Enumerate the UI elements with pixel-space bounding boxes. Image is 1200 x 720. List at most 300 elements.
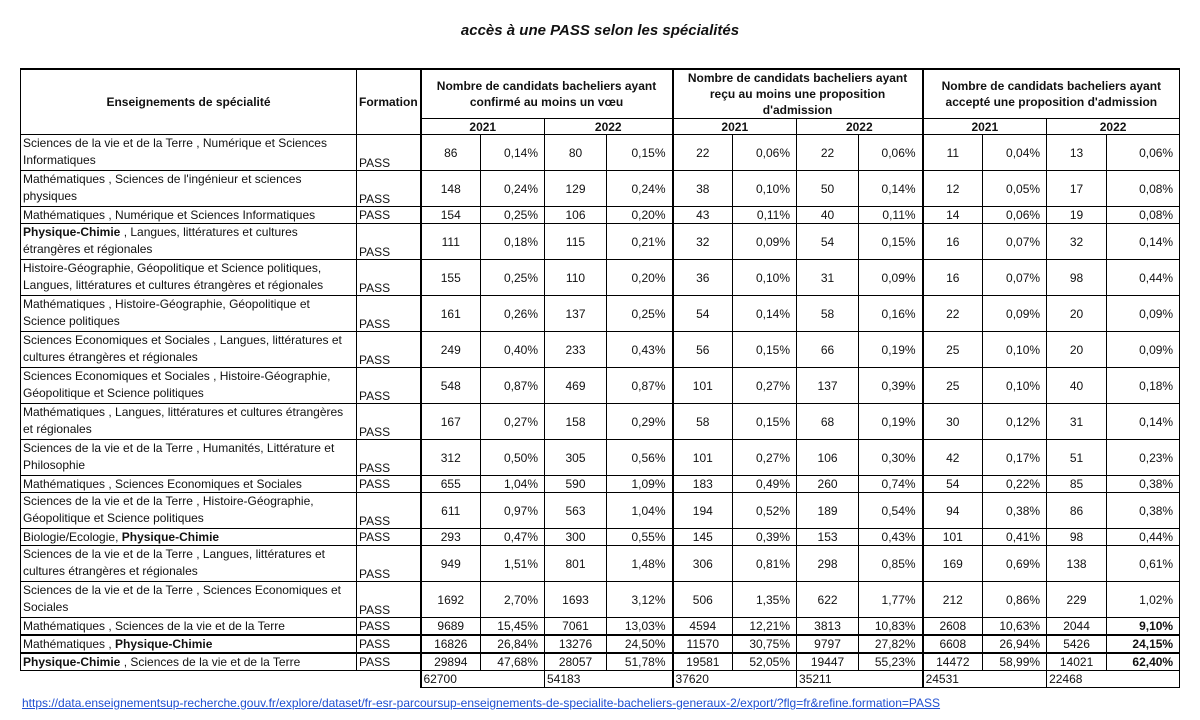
percent-cell: 0,11%	[859, 207, 923, 224]
table-row	[21, 440, 1180, 476]
count-cell: 4594	[673, 618, 733, 636]
count-cell: 11570	[673, 635, 733, 653]
specialite-cell	[21, 135, 357, 171]
count-cell: 29894	[421, 653, 481, 671]
specialite-text: Sciences Economiques et Sociales , Langues, littératures et cultures étrangères et régionales	[23, 333, 342, 364]
count-cell: 17	[1047, 171, 1107, 207]
percent-cell: 0,10%	[733, 171, 797, 207]
formation-cell: PASS	[357, 546, 421, 582]
count-cell: 32	[673, 224, 733, 260]
count-cell: 548	[421, 368, 481, 404]
table-row	[21, 476, 1180, 493]
formation-cell: PASS	[357, 476, 421, 493]
percent-cell: 0,05%	[983, 171, 1047, 207]
specialite-text: Sciences Economiques et Sociales , Histoire-Géographie, Géopolitique et Science politiques	[23, 369, 331, 400]
percent-cell: 1,04%	[607, 493, 673, 529]
specialite-text: Mathématiques , Sciences Economiques et Sociales	[23, 477, 302, 491]
percent-cell: 47,68%	[481, 653, 545, 671]
percent-cell: 0,54%	[859, 493, 923, 529]
count-cell: 129	[545, 171, 607, 207]
count-cell: 19581	[673, 653, 733, 671]
percent-cell: 0,27%	[733, 440, 797, 476]
count-cell: 194	[673, 493, 733, 529]
table-row	[21, 171, 1180, 207]
count-cell: 58	[797, 296, 859, 332]
count-cell: 145	[673, 529, 733, 546]
count-cell: 233	[545, 332, 607, 368]
specialite-cell	[21, 171, 357, 207]
percent-cell: 0,56%	[607, 440, 673, 476]
table-row	[21, 404, 1180, 440]
count-cell: 115	[545, 224, 607, 260]
total-confirmed-2021: 62700	[421, 671, 545, 688]
count-cell: 161	[421, 296, 481, 332]
count-cell: 949	[421, 546, 481, 582]
count-cell: 98	[1047, 529, 1107, 546]
count-cell: 469	[545, 368, 607, 404]
count-cell: 101	[673, 440, 733, 476]
count-cell: 85	[1047, 476, 1107, 493]
count-cell: 11	[923, 135, 983, 171]
table-row	[21, 582, 1180, 618]
count-cell: 80	[545, 135, 607, 171]
percent-cell: 0,85%	[859, 546, 923, 582]
count-cell: 1692	[421, 582, 481, 618]
percent-cell: 0,43%	[859, 529, 923, 546]
percent-cell: 0,39%	[733, 529, 797, 546]
percent-cell: 0,08%	[1107, 171, 1180, 207]
count-cell: 42	[923, 440, 983, 476]
percent-cell: 0,19%	[859, 332, 923, 368]
count-cell: 12	[923, 171, 983, 207]
table-row	[21, 546, 1180, 582]
specialite-cell	[21, 476, 357, 493]
formation-cell: PASS	[357, 529, 421, 546]
count-cell: 169	[923, 546, 983, 582]
formation-cell: PASS	[357, 296, 421, 332]
count-cell: 86	[421, 135, 481, 171]
table-row	[21, 653, 1180, 671]
count-cell: 106	[545, 207, 607, 224]
percent-cell: 0,50%	[481, 440, 545, 476]
percent-cell: 0,18%	[481, 224, 545, 260]
count-cell: 94	[923, 493, 983, 529]
count-cell: 212	[923, 582, 983, 618]
percent-cell: 0,15%	[607, 135, 673, 171]
specialite-bold-part: Physique-Chimie	[23, 655, 121, 669]
count-cell: 6608	[923, 635, 983, 653]
count-cell: 20	[1047, 332, 1107, 368]
count-cell: 13	[1047, 135, 1107, 171]
count-cell: 40	[797, 207, 859, 224]
count-cell: 54	[923, 476, 983, 493]
count-cell: 86	[1047, 493, 1107, 529]
percent-cell: 51,78%	[607, 653, 673, 671]
percent-cell: 1,51%	[481, 546, 545, 582]
specialite-cell	[21, 332, 357, 368]
count-cell: 22	[673, 135, 733, 171]
percent-cell: 0,47%	[481, 529, 545, 546]
specialite-cell	[21, 260, 357, 296]
table-row	[21, 529, 1180, 546]
table-row	[21, 332, 1180, 368]
count-cell: 138	[1047, 546, 1107, 582]
percent-cell: 0,38%	[1107, 476, 1180, 493]
formation-cell: PASS	[357, 368, 421, 404]
percent-cell: 0,08%	[1107, 207, 1180, 224]
percent-cell: 0,22%	[983, 476, 1047, 493]
percent-cell: 0,09%	[983, 296, 1047, 332]
percent-cell: 0,06%	[733, 135, 797, 171]
percent-cell: 1,77%	[859, 582, 923, 618]
percent-cell: 0,30%	[859, 440, 923, 476]
count-cell: 19	[1047, 207, 1107, 224]
specialite-text: Sciences de la vie et de la Terre , Langues, littératures et cultures étrangères et régionales	[23, 547, 325, 578]
percent-cell: 0,87%	[481, 368, 545, 404]
count-cell: 306	[673, 546, 733, 582]
specialite-bold-part: Physique-Chimie	[121, 530, 220, 544]
specialite-cell	[21, 440, 357, 476]
count-cell: 189	[797, 493, 859, 529]
percent-cell: 0,26%	[481, 296, 545, 332]
count-cell: 22	[797, 135, 859, 171]
count-cell: 111	[421, 224, 481, 260]
percent-cell: 1,35%	[733, 582, 797, 618]
count-cell: 101	[923, 529, 983, 546]
percent-cell: 0,25%	[607, 296, 673, 332]
count-cell: 13276	[545, 635, 607, 653]
percent-cell: 0,27%	[481, 404, 545, 440]
formation-cell: PASS	[357, 618, 421, 636]
formation-cell: PASS	[357, 260, 421, 296]
percent-cell: 0,14%	[1107, 224, 1180, 260]
formation-cell: PASS	[357, 171, 421, 207]
specialite-text: Sciences de la vie et de la Terre , Numérique et Sciences Informatiques	[23, 136, 327, 167]
percent-cell: 0,27%	[733, 368, 797, 404]
percent-cell: 24,15%	[1107, 635, 1180, 653]
specialite-cell	[21, 546, 357, 582]
count-cell: 312	[421, 440, 481, 476]
percent-cell: 1,09%	[607, 476, 673, 493]
count-cell: 14	[923, 207, 983, 224]
percent-cell: 0,23%	[1107, 440, 1180, 476]
count-cell: 7061	[545, 618, 607, 636]
percent-cell: 0,14%	[733, 296, 797, 332]
percent-cell: 0,44%	[1107, 260, 1180, 296]
percent-cell: 0,74%	[859, 476, 923, 493]
year-2022: 2022	[797, 119, 923, 135]
percent-cell: 1,48%	[607, 546, 673, 582]
specialite-text: Sciences de la vie et de la Terre , Histoire-Géographie, Géopolitique et Science politiques	[23, 494, 314, 525]
specialite-text: Mathématiques , Numérique et Sciences Informatiques	[23, 208, 316, 222]
count-cell: 298	[797, 546, 859, 582]
count-cell: 153	[797, 529, 859, 546]
specialite-text: Sciences de la vie et de la Terre , Humanités, Littérature et Philosophie	[23, 441, 335, 472]
header-specialites: Enseignements de spécialité	[21, 69, 357, 135]
percent-cell: 0,29%	[607, 404, 673, 440]
specialite-bold-part: Physique-Chimie	[23, 225, 121, 239]
count-cell: 68	[797, 404, 859, 440]
percent-cell: 0,44%	[1107, 529, 1180, 546]
count-cell: 293	[421, 529, 481, 546]
percent-cell: 0,81%	[733, 546, 797, 582]
percent-cell: 0,10%	[983, 332, 1047, 368]
percent-cell: 0,19%	[859, 404, 923, 440]
table-row	[21, 635, 1180, 653]
count-cell: 137	[797, 368, 859, 404]
percent-cell: 0,09%	[859, 260, 923, 296]
count-cell: 28057	[545, 653, 607, 671]
total-received-2022: 35211	[797, 671, 923, 688]
percent-cell: 0,52%	[733, 493, 797, 529]
percent-cell: 27,82%	[859, 635, 923, 653]
count-cell: 19447	[797, 653, 859, 671]
formation-cell: PASS	[357, 440, 421, 476]
percent-cell: 0,15%	[859, 224, 923, 260]
percent-cell: 0,38%	[1107, 493, 1180, 529]
percent-cell: 0,38%	[983, 493, 1047, 529]
formation-cell: PASS	[357, 224, 421, 260]
percent-cell: 0,06%	[983, 207, 1047, 224]
percent-cell: 0,21%	[607, 224, 673, 260]
count-cell: 2044	[1047, 618, 1107, 636]
header-formation: Formation	[357, 69, 421, 135]
percent-cell: 0,04%	[983, 135, 1047, 171]
percent-cell: 0,97%	[481, 493, 545, 529]
count-cell: 51	[1047, 440, 1107, 476]
specialite-text: Sciences de la vie et de la Terre , Sciences Economiques et Sociales	[23, 583, 341, 614]
formation-cell: PASS	[357, 135, 421, 171]
percent-cell: 0,09%	[1107, 296, 1180, 332]
percent-cell: 0,39%	[859, 368, 923, 404]
count-cell: 98	[1047, 260, 1107, 296]
count-cell: 101	[673, 368, 733, 404]
percent-cell: 30,75%	[733, 635, 797, 653]
count-cell: 31	[797, 260, 859, 296]
year-2021: 2021	[421, 119, 545, 135]
count-cell: 54	[797, 224, 859, 260]
count-cell: 25	[923, 332, 983, 368]
count-cell: 50	[797, 171, 859, 207]
count-cell: 16	[923, 224, 983, 260]
formation-cell: PASS	[357, 404, 421, 440]
percent-cell: 0,49%	[733, 476, 797, 493]
specialite-text: Mathématiques , Langues, littératures et cultures étrangères et régionales	[23, 405, 344, 436]
formation-cell: PASS	[357, 653, 421, 671]
specialite-text: , Sciences de la vie et de la Terre	[120, 655, 301, 669]
count-cell: 22	[923, 296, 983, 332]
count-cell: 56	[673, 332, 733, 368]
count-cell: 154	[421, 207, 481, 224]
percent-cell: 0,20%	[607, 207, 673, 224]
count-cell: 506	[673, 582, 733, 618]
year-2021: 2021	[923, 119, 1047, 135]
percent-cell: 62,40%	[1107, 653, 1180, 671]
count-cell: 38	[673, 171, 733, 207]
percent-cell: 55,23%	[859, 653, 923, 671]
percent-cell: 52,05%	[733, 653, 797, 671]
specialite-text: Mathématiques , Sciences de l'ingénieur et sciences physiques	[23, 172, 302, 203]
count-cell: 14472	[923, 653, 983, 671]
percent-cell: 0,07%	[983, 260, 1047, 296]
count-cell: 655	[421, 476, 481, 493]
percent-cell: 0,25%	[481, 260, 545, 296]
count-cell: 3813	[797, 618, 859, 636]
total-accepted-2022: 22468	[1047, 671, 1180, 688]
percent-cell: 0,20%	[607, 260, 673, 296]
percent-cell: 0,55%	[607, 529, 673, 546]
percent-cell: 0,10%	[733, 260, 797, 296]
percent-cell: 0,87%	[607, 368, 673, 404]
percent-cell: 0,40%	[481, 332, 545, 368]
percent-cell: 12,21%	[733, 618, 797, 636]
count-cell: 58	[673, 404, 733, 440]
percent-cell: 0,15%	[733, 404, 797, 440]
count-cell: 16	[923, 260, 983, 296]
count-cell: 14021	[1047, 653, 1107, 671]
year-2022: 2022	[1047, 119, 1180, 135]
percent-cell: 0,25%	[481, 207, 545, 224]
percent-cell: 58,99%	[983, 653, 1047, 671]
percent-cell: 0,15%	[733, 332, 797, 368]
percent-cell: 0,11%	[733, 207, 797, 224]
percent-cell: 0,41%	[983, 529, 1047, 546]
total-accepted-2021: 24531	[923, 671, 1047, 688]
percent-cell: 0,17%	[983, 440, 1047, 476]
specialite-text: , Langues, littératures et cultures étrangères et régionales	[23, 225, 298, 256]
specialite-cell	[21, 368, 357, 404]
percent-cell: 0,12%	[983, 404, 1047, 440]
percent-cell: 0,06%	[1107, 135, 1180, 171]
percent-cell: 0,14%	[1107, 404, 1180, 440]
formation-cell: PASS	[357, 207, 421, 224]
count-cell: 20	[1047, 296, 1107, 332]
count-cell: 183	[673, 476, 733, 493]
header-accepted: Nombre de candidats bacheliers ayant accepté une proposition d'admission	[923, 69, 1180, 119]
formation-cell: PASS	[357, 635, 421, 653]
count-cell: 622	[797, 582, 859, 618]
percent-cell: 0,10%	[983, 368, 1047, 404]
formation-cell: PASS	[357, 582, 421, 618]
percent-cell: 10,63%	[983, 618, 1047, 636]
percent-cell: 10,83%	[859, 618, 923, 636]
percent-cell: 26,84%	[481, 635, 545, 653]
specialite-text: Mathématiques , Sciences de la vie et de la Terre	[23, 619, 285, 633]
specialite-cell	[21, 296, 357, 332]
percent-cell: 24,50%	[607, 635, 673, 653]
percent-cell: 0,07%	[983, 224, 1047, 260]
percent-cell: 0,09%	[1107, 332, 1180, 368]
percent-cell: 3,12%	[607, 582, 673, 618]
formation-cell: PASS	[357, 493, 421, 529]
specialite-cell	[21, 207, 357, 224]
count-cell: 40	[1047, 368, 1107, 404]
specialites-table	[20, 68, 1180, 688]
count-cell: 54	[673, 296, 733, 332]
count-cell: 305	[545, 440, 607, 476]
count-cell: 25	[923, 368, 983, 404]
percent-cell: 0,14%	[481, 135, 545, 171]
count-cell: 260	[797, 476, 859, 493]
percent-cell: 0,86%	[983, 582, 1047, 618]
percent-cell: 2,70%	[481, 582, 545, 618]
count-cell: 31	[1047, 404, 1107, 440]
specialite-cell	[21, 224, 357, 260]
count-cell: 36	[673, 260, 733, 296]
percent-cell: 0,24%	[481, 171, 545, 207]
percent-cell: 0,16%	[859, 296, 923, 332]
table-row	[21, 224, 1180, 260]
total-confirmed-2022: 54183	[545, 671, 673, 688]
percent-cell: 15,45%	[481, 618, 545, 636]
count-cell: 66	[797, 332, 859, 368]
header-received: Nombre de candidats bacheliers ayant reçu au moins une proposition d'admission	[673, 69, 923, 119]
specialite-cell	[21, 404, 357, 440]
percent-cell: 0,14%	[859, 171, 923, 207]
count-cell: 16826	[421, 635, 481, 653]
count-cell: 43	[673, 207, 733, 224]
count-cell: 611	[421, 493, 481, 529]
percent-cell: 0,06%	[859, 135, 923, 171]
specialite-bold-part: Physique-Chimie	[115, 637, 213, 651]
source-link[interactable]: https://data.enseignementsup-recherche.gouv.fr/explore/dataset/fr-esr-parcoursup-enseignements-de-specialite-bacheliers-generaux-2/export/?flg=fr&refine.formation=PASS	[22, 696, 941, 710]
count-cell: 300	[545, 529, 607, 546]
count-cell: 158	[545, 404, 607, 440]
total-received-2021: 37620	[673, 671, 797, 688]
count-cell: 32	[1047, 224, 1107, 260]
year-2021: 2021	[673, 119, 797, 135]
percent-cell: 13,03%	[607, 618, 673, 636]
header-confirmed: Nombre de candidats bacheliers ayant confirmé au moins un vœu	[421, 69, 673, 119]
count-cell: 110	[545, 260, 607, 296]
percent-cell: 0,43%	[607, 332, 673, 368]
count-cell: 249	[421, 332, 481, 368]
count-cell: 1693	[545, 582, 607, 618]
percent-cell: 0,61%	[1107, 546, 1180, 582]
table-row	[21, 618, 1180, 636]
count-cell: 106	[797, 440, 859, 476]
specialite-text: Mathématiques , Histoire-Géographie, Géopolitique et Science politiques	[23, 297, 310, 328]
count-cell: 30	[923, 404, 983, 440]
table-row	[21, 368, 1180, 404]
specialite-text: Histoire-Géographie, Géopolitique et Science politiques, Langues, littératures et cultures étrangères et régionales	[23, 261, 324, 292]
page-title: accès à une PASS selon les spécialités	[460, 22, 740, 39]
table-row	[21, 260, 1180, 296]
count-cell: 137	[545, 296, 607, 332]
percent-cell: 1,04%	[481, 476, 545, 493]
specialite-cell	[21, 493, 357, 529]
percent-cell: 0,69%	[983, 546, 1047, 582]
percent-cell: 0,24%	[607, 171, 673, 207]
percent-cell: 0,09%	[733, 224, 797, 260]
specialite-cell	[21, 582, 357, 618]
count-cell: 148	[421, 171, 481, 207]
specialite-text: Biologie/Ecologie,	[23, 530, 122, 544]
percent-cell: 0,18%	[1107, 368, 1180, 404]
percent-cell: 26,94%	[983, 635, 1047, 653]
count-cell: 5426	[1047, 635, 1107, 653]
formation-cell: PASS	[357, 332, 421, 368]
year-2022: 2022	[545, 119, 673, 135]
table-row	[21, 296, 1180, 332]
specialite-cell	[21, 618, 357, 636]
count-cell: 229	[1047, 582, 1107, 618]
count-cell: 563	[545, 493, 607, 529]
percent-cell: 9,10%	[1107, 618, 1180, 636]
count-cell: 2608	[923, 618, 983, 636]
table-row	[21, 135, 1180, 171]
specialite-cell	[21, 635, 357, 653]
